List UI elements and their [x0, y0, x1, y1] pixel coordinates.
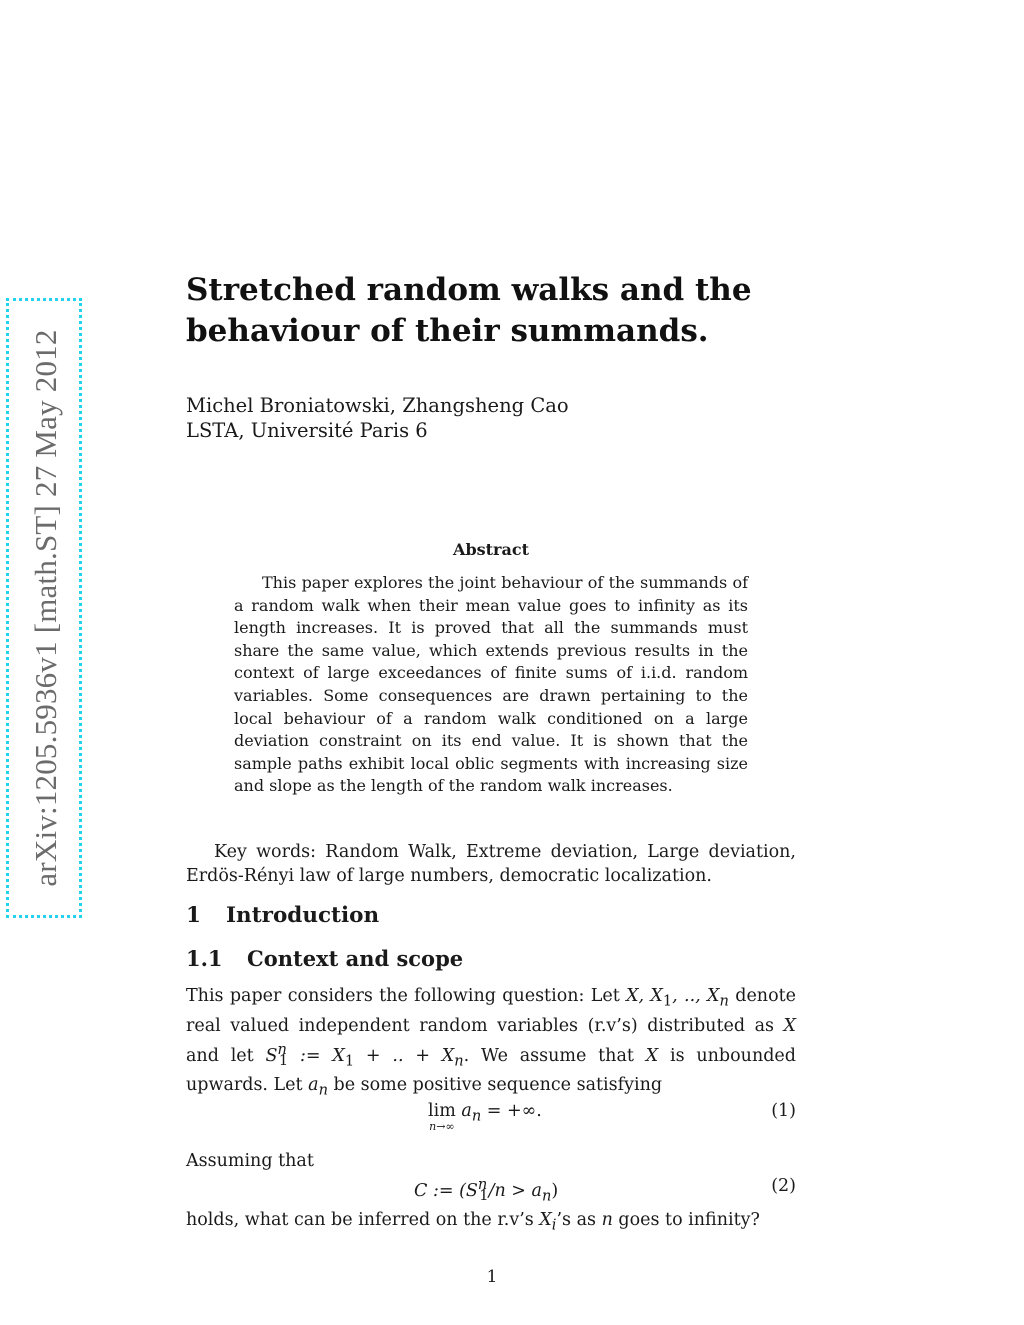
section-title: Introduction: [226, 903, 380, 928]
equation-1-formula: lim n→∞ $a_n$ = +∞.: [428, 1101, 542, 1133]
section-number: 1: [186, 903, 201, 928]
equation-1-tag: (1): [771, 1101, 796, 1121]
page-number: 1: [486, 1267, 498, 1287]
equation-2-tag: (2): [771, 1176, 796, 1196]
keywords: [186, 840, 796, 888]
abstract-body: [234, 572, 748, 798]
abstract-text: This paper explores the joint behaviour of the summands of a random walk when their mean value goes to infinity as its length increases. It is proved that all the summands must share the same value, which extends previous results in the context of large exceedances of finite sums of i.i.d. random variables. Some consequences are drawn pertaining to the local behaviour of a random walk conditioned on a large deviation constraint on its end value. It is shown that the sample paths exhibit local oblic segments with increasing size and slope as the length of the random walk increases.: [234, 573, 748, 796]
arxiv-identifier: arXiv:1205.5936v1 [math.ST] 27 May 2012: [28, 329, 63, 887]
title-line-1: Stretched random walks and the: [186, 272, 752, 308]
equation-2: [186, 1176, 796, 1205]
question-text: holds, what can be inferred on the r.v’s $X_i’s$ as n goes to infinity?: [186, 1210, 760, 1234]
intro-text: This paper considers the following question: Let X, $X_1$, .., $X_n$ denote real valued independent random variables (r.v’s) distributed as X and let $S^n_1$ := $X_1$ + .. + $X_n$. We assume that X is unbounded upwards. Let $a_n$ be some positive sequence satisfying: [186, 986, 797, 1099]
lim-operator: lim: [428, 1101, 456, 1121]
equation-2-formula: C := $(S^n_1/n > a_n)$: [414, 1176, 559, 1205]
abstract-heading: Abstract: [453, 540, 529, 559]
intro-paragraph: [186, 984, 796, 1102]
subsection-title: Context and scope: [247, 946, 464, 971]
assuming-text: Assuming that: [186, 1151, 314, 1171]
section-heading: [186, 903, 379, 928]
affiliation: LSTA, Université Paris 6: [186, 419, 428, 442]
subsection-number: 1.1: [186, 946, 223, 971]
equation-1: [186, 1101, 796, 1141]
author-block: [186, 393, 569, 443]
authors: Michel Broniatowski, Zhangsheng Cao: [186, 394, 569, 417]
title-line-2: behaviour of their summands.: [186, 313, 709, 349]
paper-title: [186, 270, 826, 352]
lim-subscript: n→∞: [429, 1120, 455, 1133]
keywords-text: Key words: Random Walk, Extreme deviation, Large deviation, Erdös-Rényi law of large numbers, democratic localization.: [186, 842, 796, 886]
subsection-heading: [186, 946, 463, 971]
